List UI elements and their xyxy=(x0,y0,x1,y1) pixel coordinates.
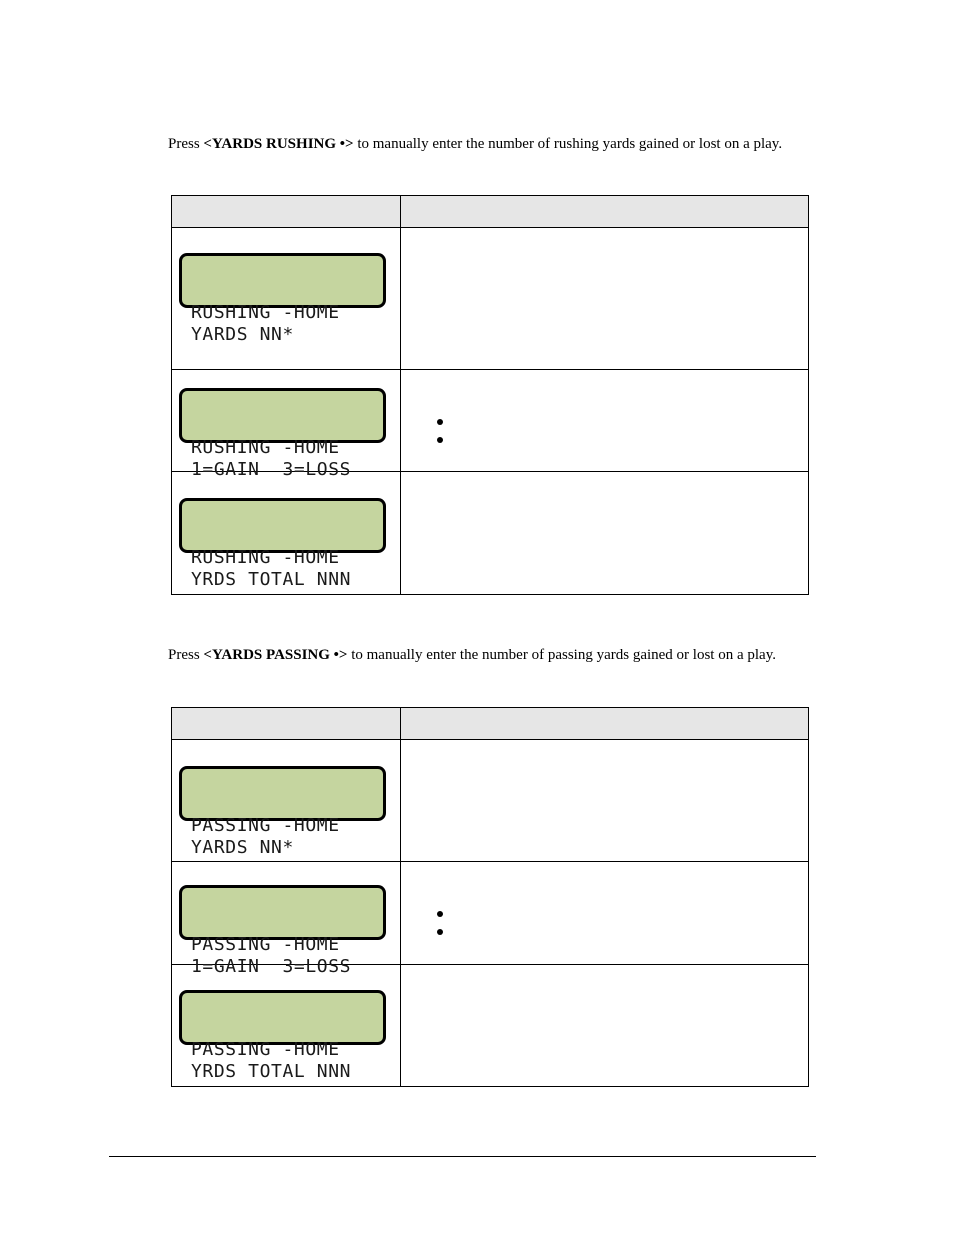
lcd-display: PASSING -HOME 1=GAIN 3=LOSS xyxy=(179,885,386,940)
bullet xyxy=(437,419,443,425)
table-row xyxy=(172,740,809,862)
footer-rule xyxy=(109,1156,816,1157)
table-row xyxy=(172,228,809,370)
lcd-display: RUSHING -HOME 1=GAIN 3=LOSS xyxy=(179,388,386,443)
lcd-display: PASSING -HOME YRDS TOTAL NNN xyxy=(179,990,386,1045)
bullet-list xyxy=(437,911,443,947)
passing-intro: Press <YARDS PASSING •> to manually enter the number of passing yards gained or lost on a play. xyxy=(168,647,776,663)
table-row xyxy=(172,965,809,1087)
bullet xyxy=(437,911,443,917)
yards-rushing-key: <YARDS RUSHING •> xyxy=(203,136,354,152)
table-header-row xyxy=(172,708,809,740)
table-row xyxy=(172,370,809,472)
lcd-display: PASSING -HOME YARDS NN* xyxy=(179,766,386,821)
bullet-list xyxy=(437,419,443,455)
table-row xyxy=(172,472,809,595)
rushing-intro: Press <YARDS RUSHING •> to manually enter the number of rushing yards gained or lost on a play. xyxy=(168,136,783,152)
bullet xyxy=(437,929,443,935)
bullet xyxy=(437,437,443,443)
table-header-row xyxy=(172,196,809,228)
lcd-display: RUSHING -HOME YRDS TOTAL NNN xyxy=(179,498,386,553)
lcd-display: RUSHING -HOME YARDS NN* xyxy=(179,253,386,308)
rushing-table xyxy=(171,195,809,595)
table-row xyxy=(172,862,809,965)
yards-passing-key: <YARDS PASSING •> xyxy=(203,647,348,663)
passing-table xyxy=(171,707,809,1087)
